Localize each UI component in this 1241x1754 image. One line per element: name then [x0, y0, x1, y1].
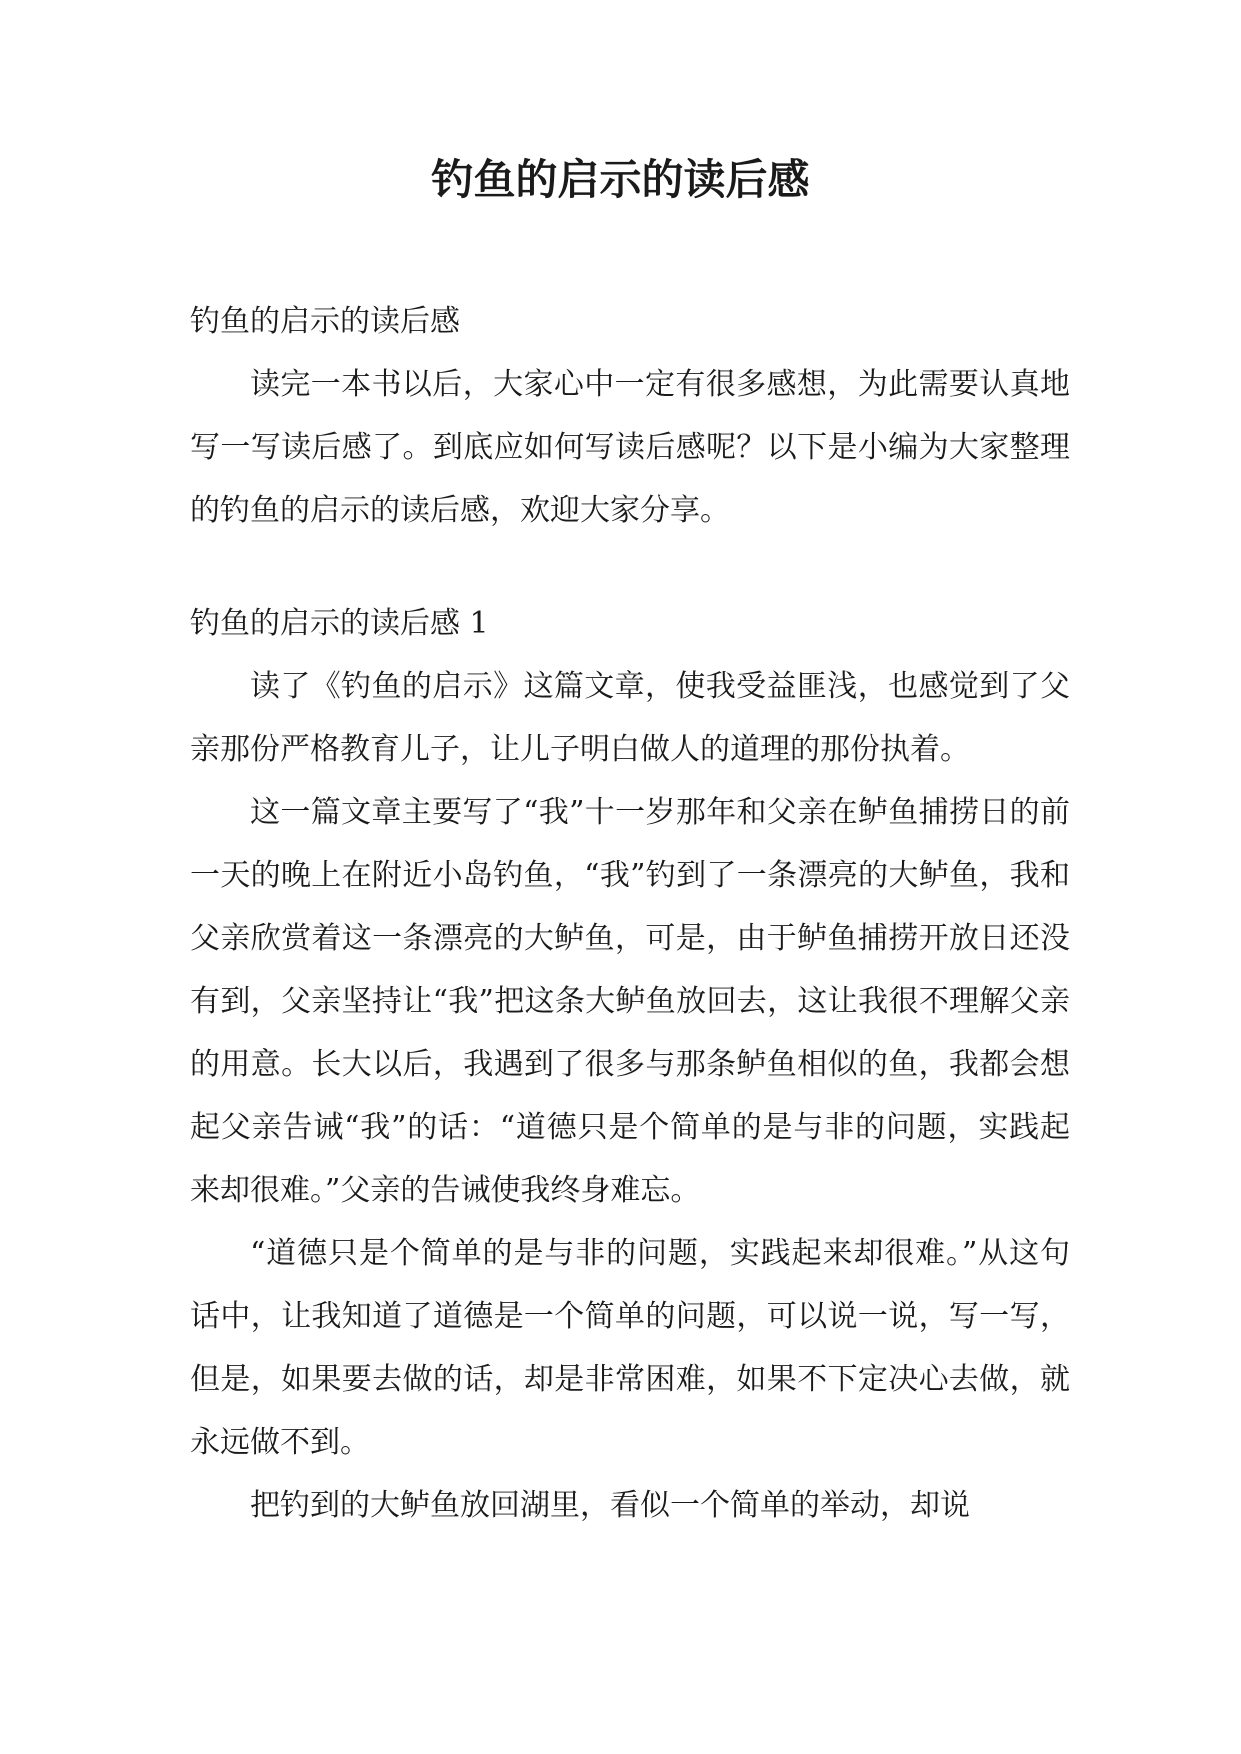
intro-paragraph: 读完一本书以后，大家心中一定有很多感想，为此需要认真地写一写读后感了。到底应如何写读后感呢？以下是小编为大家整理的钓鱼的启示的读后感，欢迎大家分享。	[190, 367, 1070, 528]
body-paragraph: 把钓到的大鲈鱼放回湖里，看似一个简单的举动，却说	[250, 1488, 970, 1523]
document-body	[190, 290, 1070, 1537]
section-heading: 钓鱼的启示的读后感 1	[190, 606, 489, 641]
intro-heading: 钓鱼的启示的读后感	[190, 304, 460, 339]
document-title: 钓鱼的启示的读后感	[431, 155, 810, 204]
section-spacer	[190, 542, 1070, 592]
body-paragraph: “道德只是个简单的是与非的问题，实践起来却很难。”从这句话中，让我知道了道德是一个简单的问题，可以说一说，写一写，但是，如果要去做的话，却是非常困难，如果不下定决心去做，就永远做不到。	[190, 1236, 1070, 1460]
body-paragraph: 这一篇文章主要写了“我”十一岁那年和父亲在鲈鱼捕捞日的前一天的晚上在附近小岛钓鱼，“我”钓到了一条漂亮的大鲈鱼，我和父亲欣赏着这一条漂亮的大鲈鱼，可是，由于鲈鱼捕捞开放日还没有到，父亲坚持让“我”把这条大鲈鱼放回去，这让我很不理解父亲的用意。长大以后，我遇到了很多与那条鲈鱼相似的鱼，我都会想起父亲告诫“我”的话：“道德只是个简单的是与非的问题，实践起来却很难。”父亲的告诫使我终身难忘。	[190, 795, 1070, 1208]
body-paragraph: 读了《钓鱼的启示》这篇文章，使我受益匪浅，也感觉到了父亲那份严格教育儿子，让儿子明白做人的道理的那份执着。	[190, 669, 1070, 767]
